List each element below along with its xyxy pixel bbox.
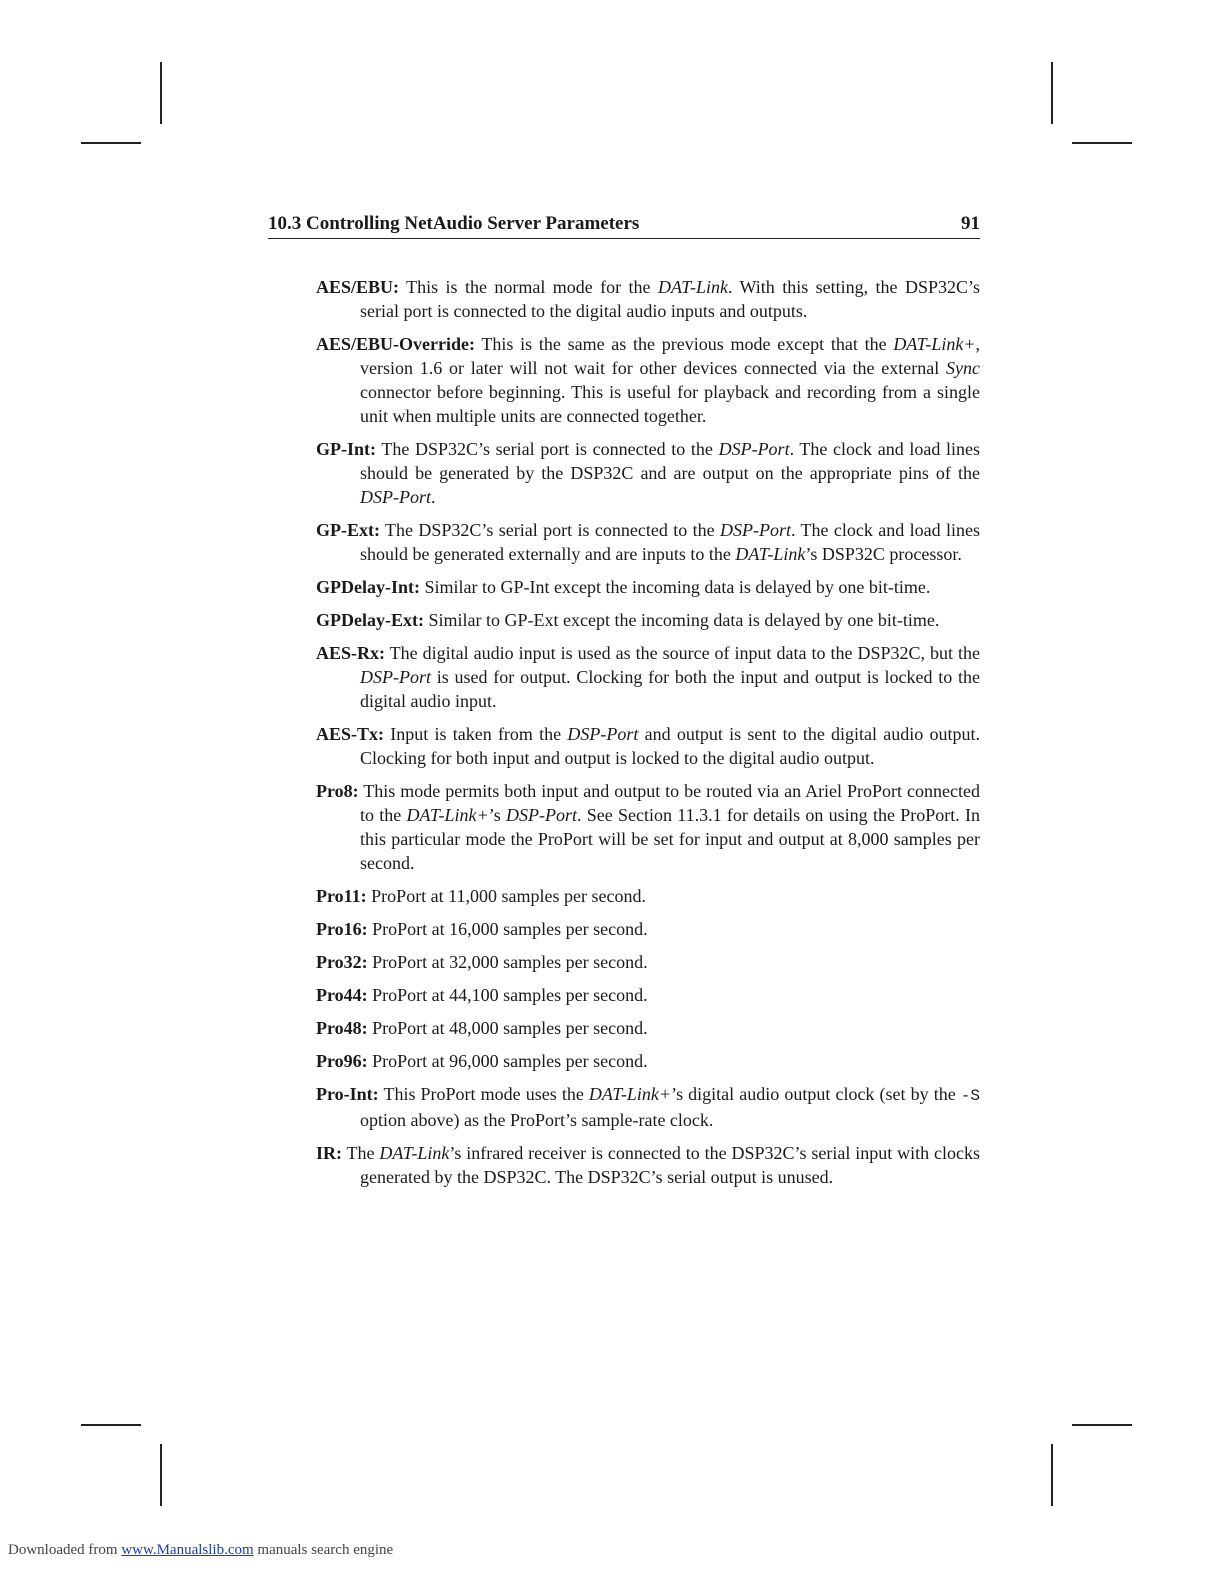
mode-description <box>368 985 648 1005</box>
italic-term: DSP-Port <box>567 724 639 744</box>
mode-list <box>316 275 980 1198</box>
download-footer <box>8 1542 393 1559</box>
footer-suffix: manuals search engine <box>253 1542 394 1558</box>
page-number: 91 <box>961 213 980 234</box>
description-text: ProPort at 11,000 samples per second. <box>366 886 646 906</box>
description-text: The <box>342 1143 380 1163</box>
description-text: ProPort at 16,000 samples per second. <box>367 919 648 939</box>
definition-entry <box>316 275 980 323</box>
mode-term: Pro8: <box>316 781 359 801</box>
crop-mark <box>1051 1444 1053 1506</box>
mode-term: GP-Ext: <box>316 520 380 540</box>
definition-entry <box>316 884 980 908</box>
definition-entry <box>316 917 980 941</box>
section-title: 10.3 Controlling NetAudio Server Parameters <box>268 213 640 234</box>
italic-term: DSP-Port <box>505 805 577 825</box>
mode-description <box>420 577 930 597</box>
description-text: The digital audio input is used as the source of input data to the DSP32C, but the <box>385 643 980 663</box>
definition-entry <box>316 1082 980 1132</box>
italic-term: DAT-Link+ <box>588 1084 672 1104</box>
definition-entry <box>316 779 980 875</box>
crop-mark <box>81 142 141 144</box>
mode-description <box>424 610 939 630</box>
mode-description <box>368 1051 648 1071</box>
description-text: ’s digital audio output clock (set by the <box>671 1084 961 1104</box>
mode-description <box>367 886 646 906</box>
italic-term: DSP-Port <box>360 667 431 687</box>
definition-entry <box>316 983 980 1007</box>
italic-term: Sync <box>946 358 980 378</box>
description-text: Similar to GP-Ext except the incoming data is delayed by one bit-time. <box>423 610 940 630</box>
mode-term: Pro16: <box>316 919 368 939</box>
description-text: , version 1.6 or later will not wait for other devices connected via the external <box>360 334 980 378</box>
description-text: This ProPort mode uses the <box>378 1084 589 1104</box>
description-text: Similar to GP-Int except the incoming data is delayed by one bit-time. <box>419 577 931 597</box>
description-text: ’s infrared receiver is connected to the DSP32C’s serial input with clocks generated by the DSP32C. The DSP32C’s serial output is unused. <box>360 1143 980 1187</box>
definition-entry <box>316 332 980 428</box>
mode-description <box>360 520 980 564</box>
description-text: . The clock and load lines should be generated externally and are inputs to the <box>360 520 980 564</box>
mode-description <box>359 781 980 873</box>
description-text: . <box>431 487 436 507</box>
crop-mark <box>1051 62 1053 124</box>
mode-description <box>360 724 980 768</box>
mode-description <box>360 277 980 321</box>
definition-entry <box>316 641 980 713</box>
mode-term: Pro96: <box>316 1051 368 1071</box>
mode-term: GPDelay-Int: <box>316 577 420 597</box>
mode-term: AES-Tx: <box>316 724 385 744</box>
description-text: ’s DSP32C processor. <box>805 544 962 564</box>
mode-term: Pro48: <box>316 1018 368 1038</box>
italic-term: DAT-Link <box>735 544 806 564</box>
definition-entry <box>316 722 980 770</box>
mode-description <box>342 1143 980 1187</box>
option-flag: -S <box>960 1087 980 1105</box>
mode-term: Pro44: <box>316 985 368 1005</box>
mode-description <box>360 643 980 711</box>
description-text: ProPort at 32,000 samples per second. <box>367 952 648 972</box>
mode-term: Pro32: <box>316 952 368 972</box>
definition-entry <box>316 575 980 599</box>
italic-term: DAT-Link+ <box>893 334 976 354</box>
footer-prefix: Downloaded from <box>8 1542 122 1558</box>
description-text: . See Section 11.3.1 for details on using the ProPort. In this particular mode the ProPort will be set for input and output at 8,000 samples per second. <box>360 805 980 873</box>
mode-term: IR: <box>316 1143 342 1163</box>
mode-description <box>368 919 648 939</box>
mode-description <box>360 439 980 507</box>
mode-term: GPDelay-Ext: <box>316 610 424 630</box>
description-text: Input is taken from the <box>384 724 568 744</box>
description-text: This mode permits both input and output to be routed via an Ariel ProPort connected to the <box>358 781 980 825</box>
description-text: The DSP32C’s serial port is connected to the <box>379 520 720 540</box>
description-text: ProPort at 44,100 samples per second. <box>367 985 648 1005</box>
description-text: This is the same as the previous mode except that the <box>475 334 894 354</box>
crop-mark <box>160 62 162 124</box>
description-text: option above) as the ProPort’s sample-rate clock. <box>360 1110 714 1130</box>
definition-entry <box>316 950 980 974</box>
mode-description <box>368 952 648 972</box>
definition-entry <box>316 1016 980 1040</box>
definition-entry <box>316 1141 980 1189</box>
mode-term: Pro11: <box>316 886 367 906</box>
description-text: ’s <box>488 805 506 825</box>
italic-term: DSP-Port <box>720 520 791 540</box>
description-text: connector before beginning. This is useful for playback and recording from a single unit when multiple units are connected together. <box>360 382 980 426</box>
description-text: ProPort at 48,000 samples per second. <box>367 1018 648 1038</box>
running-header <box>268 212 980 239</box>
crop-mark <box>160 1444 162 1506</box>
description-text: ProPort at 96,000 samples per second. <box>367 1051 648 1071</box>
description-text: . The clock and load lines should be generated by the DSP32C and are output on the appropriate pins of the <box>360 439 980 483</box>
mode-term: AES-Rx: <box>316 643 386 663</box>
mode-description <box>360 1084 980 1130</box>
italic-term: DSP-Port <box>718 439 790 459</box>
mode-term: AES/EBU-Override: <box>316 334 475 354</box>
definition-entry <box>316 608 980 632</box>
definition-entry <box>316 437 980 509</box>
crop-mark <box>1072 142 1132 144</box>
description-text: The DSP32C’s serial port is connected to the <box>376 439 719 459</box>
description-text: is used for output. Clocking for both the input and output is locked to the digital audio input. <box>360 667 980 711</box>
italic-term: DAT-Link <box>379 1143 450 1163</box>
description-text: . With this setting, the DSP32C’s serial port is connected to the digital audio inputs and outputs. <box>360 277 980 321</box>
crop-mark <box>1072 1424 1132 1426</box>
mode-term: GP-Int: <box>316 439 376 459</box>
description-text: This is the normal mode for the <box>399 277 658 297</box>
mode-description <box>368 1018 648 1038</box>
italic-term: DAT-Link <box>657 277 728 297</box>
mode-term: AES/EBU: <box>316 277 400 297</box>
definition-entry <box>316 518 980 566</box>
italic-term: DAT-Link+ <box>406 805 489 825</box>
italic-term: DSP-Port <box>360 487 431 507</box>
mode-term: Pro-Int: <box>316 1084 379 1104</box>
definition-entry <box>316 1049 980 1073</box>
crop-mark <box>81 1424 141 1426</box>
description-text: and output is sent to the digital audio output. Clocking for both input and output is locked to the digital audio output. <box>360 724 981 768</box>
manualslib-link[interactable]: www.Manualslib.com <box>121 1542 254 1558</box>
